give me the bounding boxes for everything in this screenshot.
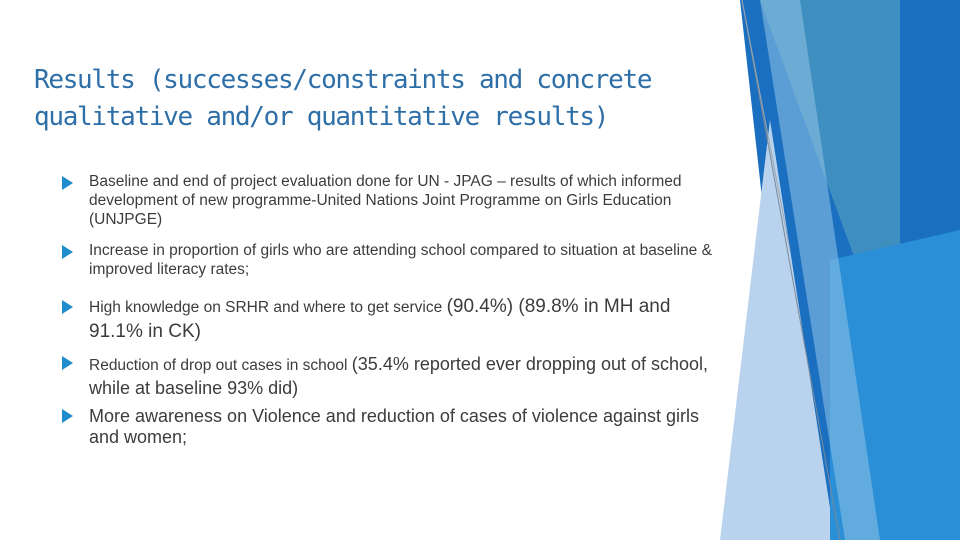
bullet-arrow-icon [62, 176, 73, 190]
bullet-text: Increase in proportion of girls who are attending school compared to situation at baseline & improved literacy rates; [89, 242, 712, 278]
bullet-arrow-icon [62, 356, 73, 370]
bullet-arrow-icon [62, 245, 73, 259]
bullet-arrow-icon [62, 409, 73, 423]
bullet-text-large: (35.4% reported ever dropping out of school, while at baseline 93% did) [89, 354, 709, 398]
bullet-text: More awareness on Violence and reduction of cases of violence against girls and women; [89, 406, 700, 447]
slide-title: Results (successes/constraints and concrete qualitative and/or quantitative results) [34, 65, 652, 132]
bullet-text-small: Reduction of drop out cases in school [89, 357, 352, 374]
bullet-text-large: (90.4%) (89.8% in MH and 91.1% in CK) [89, 296, 671, 342]
bullet-text [89, 295, 729, 345]
bullet-arrow-icon [62, 300, 73, 314]
bullet-text [89, 353, 729, 401]
bullet-text: Baseline and end of project evaluation done for UN - JPAG – results of which informed development of new programme-United Nations Joint Programme on Girls Education (UNJPGE) [89, 173, 682, 228]
bullet-text-small: High knowledge on SRHR and where to get service [89, 299, 447, 316]
